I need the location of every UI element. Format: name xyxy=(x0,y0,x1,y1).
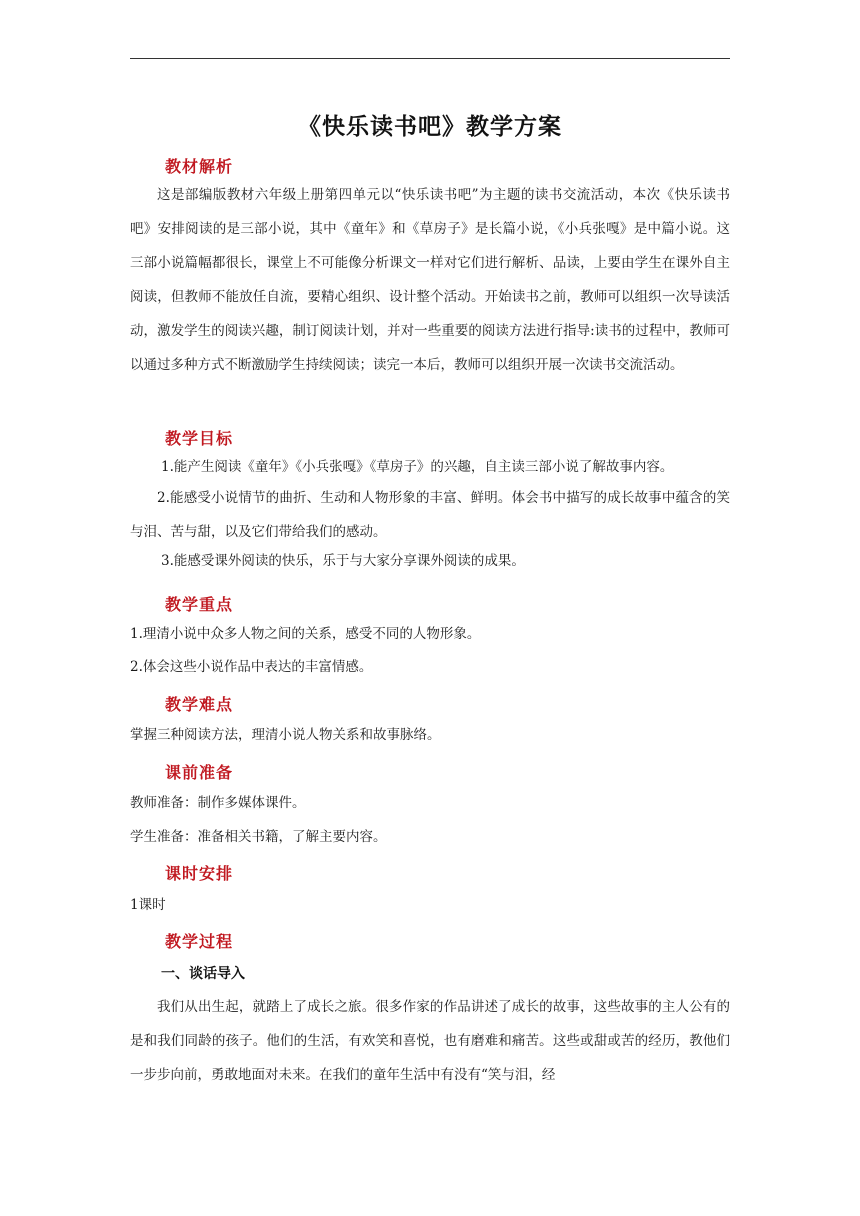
heading-process: 教学过程 xyxy=(165,932,234,951)
heading-goals: 教学目标 xyxy=(165,429,234,448)
difficulties-text: 掌握三种阅读方法，理清小说人物关系和故事脉络。 xyxy=(130,727,441,743)
analysis-paragraph: 这是部编版教材六年级上册第四单元以“快乐读书吧”为主题的读书交流活动，本次《快乐读书吧》安排阅读的是三部小说，其中《童年》和《草房子》是长篇小说，《小兵张嘎》是中篇小说。这三部小说篇幅都很长，课堂上不可能像分析课文一样对它们进行解析、品读，上要由学生在课外自主阅读，但教师不能放任自流，要精心组织、设计整个活动。开始读书之前，教师可以组织一次导读活动，激发学生的阅读兴趣，制订阅读计划，并对一些重要的阅读方法进行指导:读书的过程中，教师可以通过多种方式不断激励学生持续阅读；读完一本后，教师可以组织开展一次读书交流活动。 xyxy=(130,187,730,373)
heading-preparation: 课前准备 xyxy=(165,763,234,782)
process-step-1-paragraph: 我们从出生起，就踏上了成长之旅。很多作家的作品讲述了成长的故事，这些故事的主人公有的是和我们同龄的孩子。他们的生活，有欢笑和喜悦，也有磨难和痛苦。这些或甜或苦的经历，教他们一步步向前，勇敢地面对未来。在我们的童年生活中有没有“笑与泪，经 xyxy=(130,999,730,1083)
heading-key-points: 教学重点 xyxy=(165,595,234,614)
student-preparation: 学生准备：准备相关书籍，了解主要内容。 xyxy=(130,829,387,845)
key-point-2: 2.体会这些小说作品中表达的丰富情感。 xyxy=(130,659,373,675)
page-title: 《快乐读书吧》教学方案 xyxy=(298,114,562,140)
key-point-1: 1.理清小说中众多人物之间的关系，感受不同的人物形象。 xyxy=(130,626,481,642)
heading-schedule: 课时安排 xyxy=(165,864,234,883)
teacher-preparation: 教师准备：制作多媒体课件。 xyxy=(130,795,306,811)
schedule-text: 1课时 xyxy=(130,897,166,913)
goal-item-1: 1.能产生阅读《童年》《小兵张嘎》《草房子》的兴趣，自主读三部小说了解故事内容。 xyxy=(161,459,674,475)
process-step-1-title: 一、谈话导入 xyxy=(161,966,245,982)
heading-difficulties: 教学难点 xyxy=(165,695,234,714)
heading-analysis: 教材解析 xyxy=(165,157,234,176)
goal-item-2: 2.能感受小说情节的曲折、生动和人物形象的丰富、鲜明。体会书中描写的成长故事中蕴含的笑与泪、苦与甜，以及它们带给我们的感动。 xyxy=(130,490,730,540)
header-rule xyxy=(130,58,730,59)
goal-item-3: 3.能感受课外阅读的快乐，乐于与大家分享课外阅读的成果。 xyxy=(161,553,525,569)
